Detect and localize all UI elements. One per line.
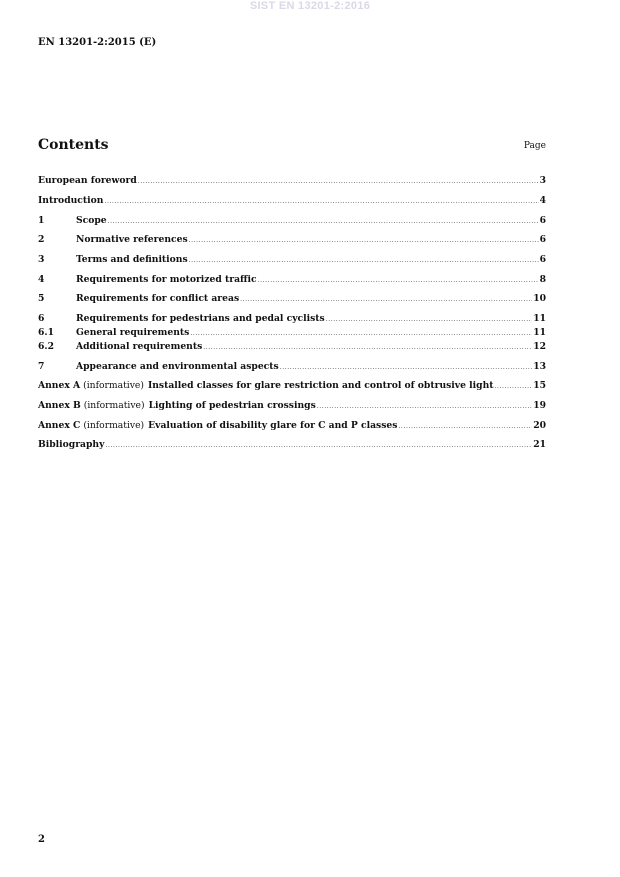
toc-annex-type: (informative)	[83, 400, 145, 411]
toc-leader-dots	[104, 198, 538, 205]
toc-annex-type: (informative)	[83, 380, 144, 391]
toc-entry-scope[interactable]	[38, 215, 546, 228]
toc-entry-number: 4	[38, 274, 45, 285]
toc-entry-introduction[interactable]	[38, 195, 546, 208]
toc-entry-title: Terms and definitions	[76, 254, 188, 265]
toc-entry-page: 3	[539, 175, 546, 186]
toc-entry-page: 10	[533, 293, 546, 304]
toc-entry-general-requirements[interactable]	[38, 327, 546, 340]
toc-entry-number: 1	[38, 215, 45, 226]
toc-leader-dots	[495, 383, 533, 390]
toc-entry-title: Bibliography	[38, 439, 105, 450]
toc-entry-page: 12	[533, 341, 546, 352]
toc-entry-number: 3	[38, 254, 45, 265]
toc-entry-motorized-traffic[interactable]	[38, 274, 546, 287]
toc-entry-page: 6	[539, 234, 546, 245]
toc-entry-normative-references[interactable]	[38, 234, 546, 247]
toc-leader-dots	[189, 237, 539, 244]
toc-entry-number: 6.1	[38, 327, 54, 338]
toc-leader-dots	[189, 257, 539, 264]
toc-leader-dots	[280, 364, 533, 371]
toc-entry-annex-a[interactable]	[38, 380, 546, 393]
toc-entry-title: Additional requirements	[76, 341, 203, 352]
toc-entry-page: 13	[533, 361, 546, 372]
watermark: SIST EN 13201-2:2016	[249, 0, 371, 12]
toc-entry-title: General requirements	[76, 327, 190, 338]
toc-leader-dots	[203, 344, 532, 351]
toc-leader-dots	[105, 442, 532, 449]
toc-entry-title: European foreword	[38, 175, 137, 186]
toc-entry-number: 6.2	[38, 341, 54, 352]
toc-entry-title: Evaluation of disability glare for C and P classes	[148, 420, 398, 431]
toc-entry-appearance-environmental[interactable]	[38, 361, 546, 374]
toc-entry-number: 7	[38, 361, 45, 372]
toc-entry-page: 8	[539, 274, 546, 285]
toc-entry-european-foreword[interactable]	[38, 175, 546, 188]
toc-entry-pedestrians-cyclists[interactable]	[38, 313, 546, 326]
toc-entry-annex-c[interactable]	[38, 420, 546, 433]
toc-entry-title: Introduction	[38, 195, 104, 206]
toc-entry-page: 11	[533, 327, 546, 338]
toc-entry-terms-and-definitions[interactable]	[38, 254, 546, 267]
toc-entry-page: 15	[533, 380, 546, 391]
toc-entry-title: Scope	[76, 215, 107, 226]
toc-entry-page: 19	[533, 400, 546, 411]
toc-leader-dots	[240, 296, 532, 303]
toc-entry-number: 5	[38, 293, 45, 304]
toc-entry-title: Lighting of pedestrian crossings	[148, 400, 316, 411]
toc-annex-type: (informative)	[83, 420, 145, 431]
toc-leader-dots	[138, 178, 539, 185]
toc-leader-dots	[317, 403, 532, 410]
toc-entry-title: Requirements for pedestrians and pedal cyclists	[76, 313, 325, 324]
page-column-label: Page	[523, 141, 546, 151]
toc-entry-page: 4	[539, 195, 546, 206]
toc-entry-page: 20	[533, 420, 546, 431]
toc-entry-conflict-areas[interactable]	[38, 293, 546, 306]
toc-entry-additional-requirements[interactable]	[38, 341, 546, 354]
toc-annex-label: Annex C	[38, 420, 81, 431]
toc-entry-title: Appearance and environmental aspects	[76, 361, 279, 372]
toc-leader-dots	[398, 423, 532, 430]
page-number: 2	[38, 834, 45, 845]
toc-entry-title: Installed classes for glare restriction and control of obtrusive light	[147, 380, 494, 391]
toc-annex-label: Annex B	[38, 400, 81, 411]
contents-title: Contents	[38, 137, 109, 153]
toc-leader-dots	[190, 330, 532, 337]
document-id: EN 13201-2:2015 (E)	[38, 37, 157, 48]
toc-entry-number: 2	[38, 234, 45, 245]
toc-entry-page: 6	[539, 254, 546, 265]
toc-entry-page: 6	[539, 215, 546, 226]
toc-leader-dots	[326, 316, 532, 323]
toc-entry-page: 11	[533, 313, 546, 324]
toc-leader-dots	[258, 277, 539, 284]
toc-annex-label: Annex A	[38, 380, 81, 391]
toc-entry-page: 21	[533, 439, 546, 450]
toc-entry-annex-b[interactable]	[38, 400, 546, 413]
toc-entry-title: Normative references	[76, 234, 188, 245]
toc-entry-title: Requirements for motorized traffic	[76, 274, 257, 285]
toc-entry-number: 6	[38, 313, 45, 324]
toc-leader-dots	[108, 218, 539, 225]
toc-entry-bibliography[interactable]	[38, 439, 546, 452]
toc-entry-title: Requirements for conflict areas	[76, 293, 240, 304]
